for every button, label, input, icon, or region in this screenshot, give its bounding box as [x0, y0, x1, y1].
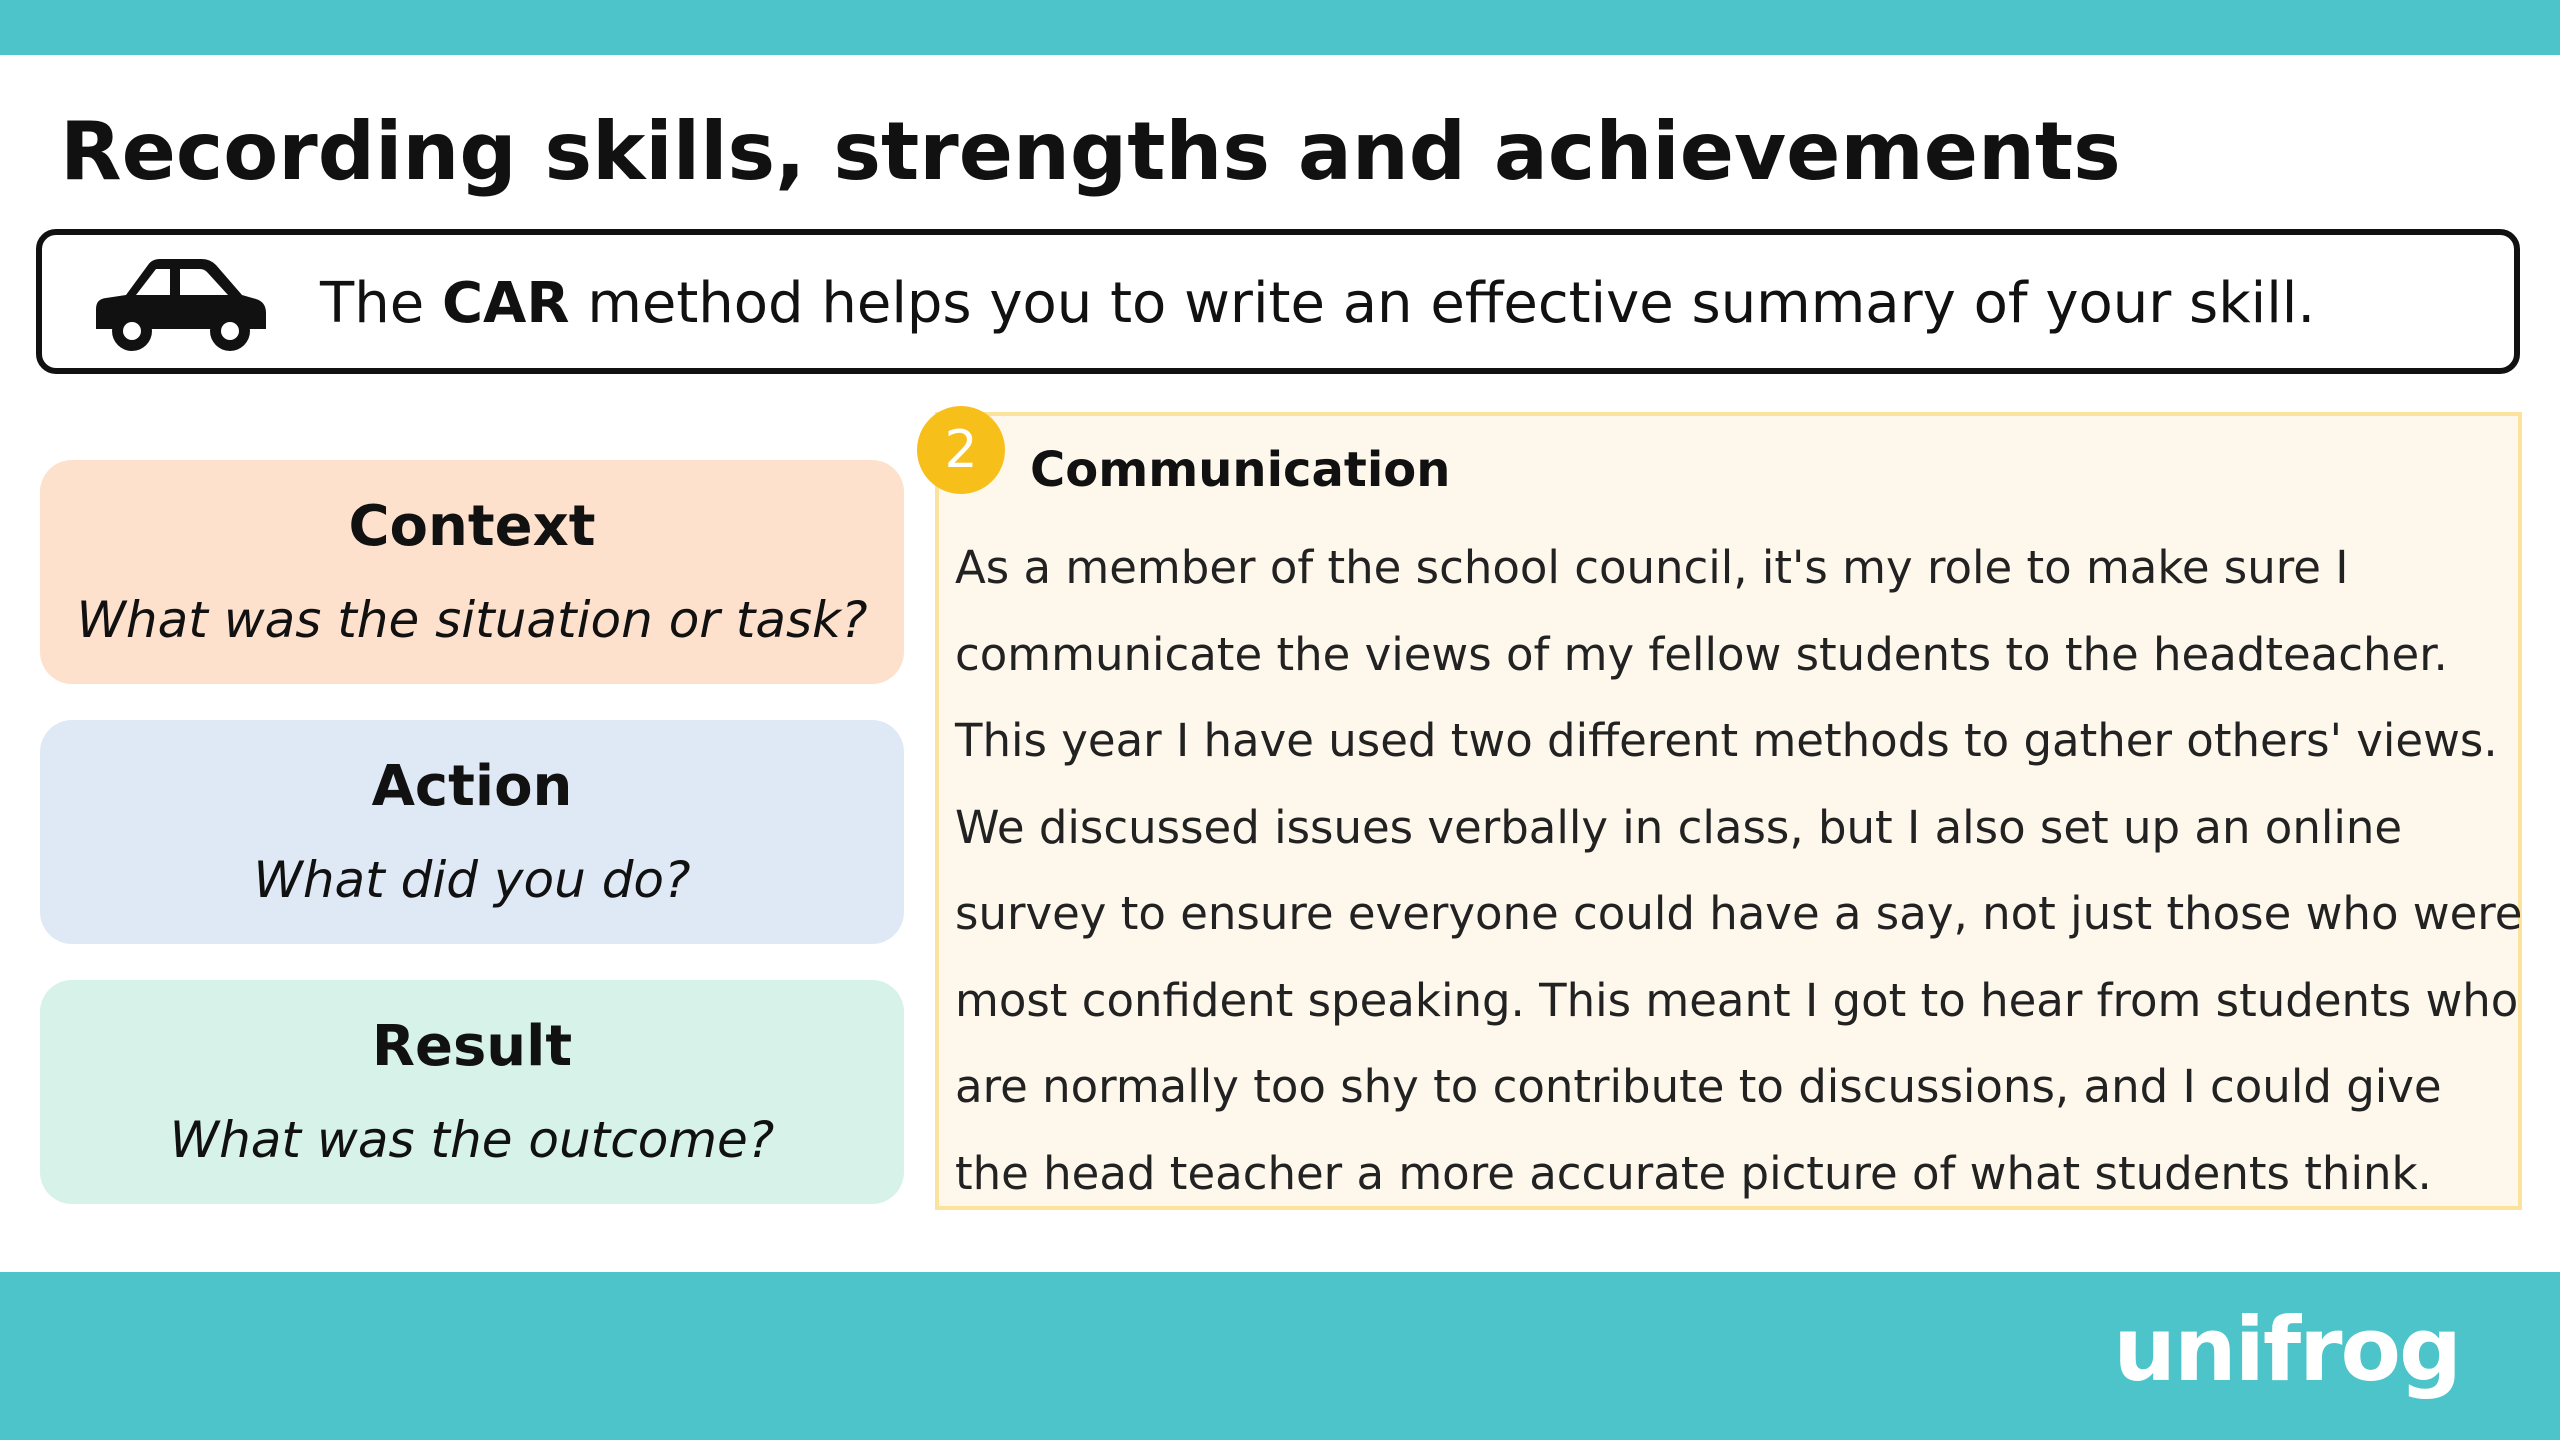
example-line: This year I have used two different methods to gather others' views. [955, 714, 2498, 767]
page-title: Recording skills, strengths and achievements [60, 105, 2121, 198]
action-card [40, 720, 904, 944]
action-heading: Action [371, 754, 573, 819]
intro-suffix: method helps you to write an effective summary of your skill. [569, 271, 2316, 336]
top-band [0, 0, 2560, 55]
intro-emphasis: CAR [441, 271, 570, 336]
example-line: As a member of the school council, it's my role to make sure I [955, 541, 2349, 594]
example-line: most confident speaking. This meant I got to hear from students who [955, 973, 2519, 1027]
result-heading: Result [371, 1014, 573, 1079]
context-heading: Context [348, 494, 596, 559]
example-line: the head teacher a more accurate picture of what students think. [955, 1146, 2432, 1200]
example-line: are normally too shy to contribute to discussions, and I could give [955, 1060, 2442, 1113]
unifrog-logo: unifrog [2113, 1298, 2460, 1401]
example-line: communicate the views of my fellow students to the headteacher. [955, 627, 2448, 681]
context-card [40, 460, 904, 684]
result-card [40, 980, 904, 1204]
example-heading: Communication [1030, 442, 1451, 498]
car-icon [90, 255, 270, 355]
result-question: What was the outcome? [169, 1111, 775, 1169]
step-badge: 2 [917, 406, 1005, 494]
intro-prefix: The [320, 271, 442, 336]
example-line: We discussed issues verbally in class, but I also set up an online [955, 800, 2403, 854]
context-question: What was the situation or task? [76, 591, 868, 649]
intro-text [320, 271, 2315, 337]
intro-box [36, 229, 2520, 374]
example-text [955, 525, 2523, 1217]
example-line: survey to ensure everyone could have a say, not just those who were [955, 887, 2523, 940]
action-question: What did you do? [253, 851, 691, 909]
